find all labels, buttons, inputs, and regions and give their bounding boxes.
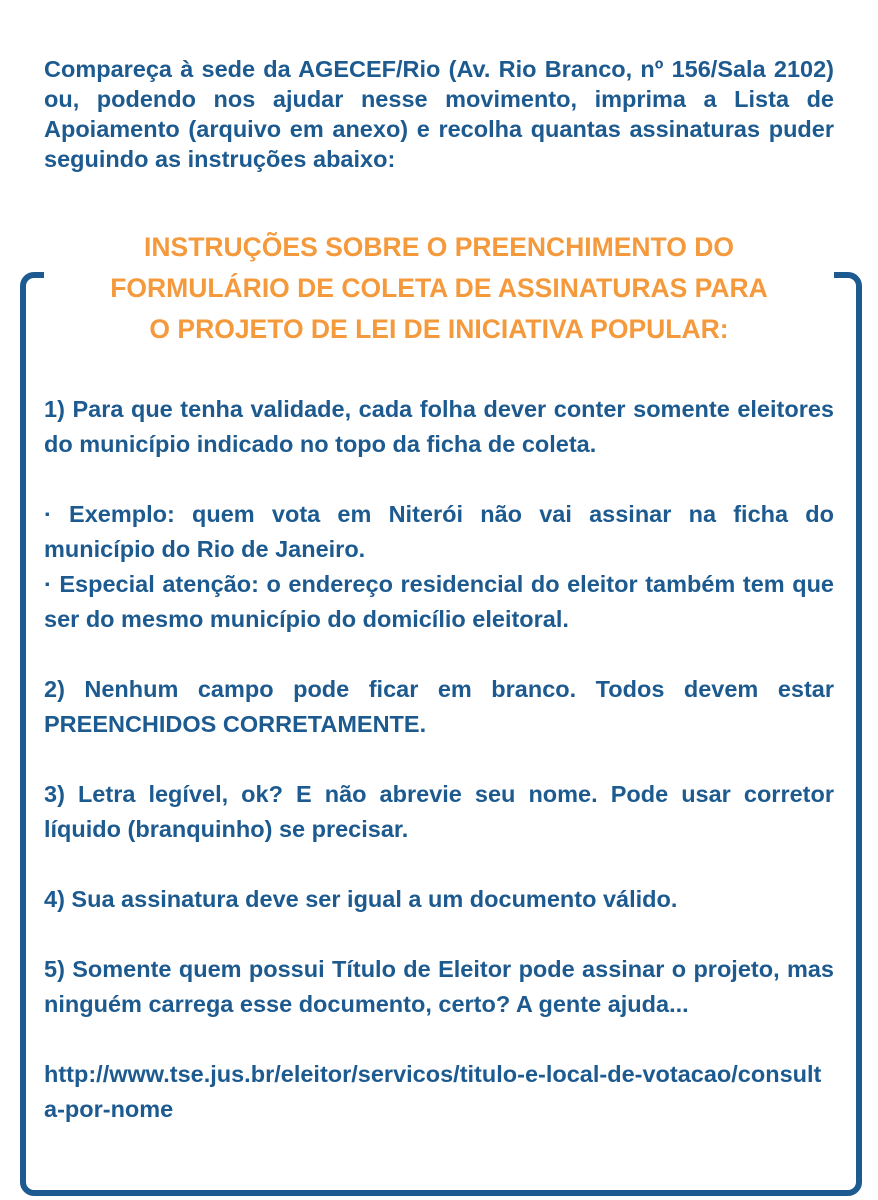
tse-consult-link[interactable]: http://www.tse.jus.br/eleitor/servicos/titulo-e-local-de-votacao/consulta-por-nome — [44, 1061, 822, 1122]
instruction-item-5: 5) Somente quem possui Título de Eleitor pode assinar o projeto, mas ninguém carrega esse documento, certo? A gente ajuda... — [44, 956, 834, 1017]
instructions-heading — [44, 227, 834, 350]
instruction-item-2: 2) Nenhum campo pode ficar em branco. Todos devem estar PREENCHIDOS CORRETAMENTE. — [44, 676, 834, 737]
instruction-note-example: · Exemplo: quem vota em Niterói não vai assinar na ficha do município do Rio de Janeiro. — [44, 501, 834, 562]
instruction-item-1: 1) Para que tenha validade, cada folha dever conter somente eleitores do município indicado no topo da ficha de coleta. — [44, 396, 834, 457]
heading-line-2: FORMULÁRIO DE COLETA DE ASSINATURAS PARA — [110, 273, 768, 303]
intro-paragraph: Compareça à sede da AGECEF/Rio (Av. Rio Branco, nº 156/Sala 2102) ou, podendo nos ajudar nesse movimento, imprima a Lista de Apoiamento (arquivo em anexo) e recolha quantas assinaturas puder seguindo as instruções abaixo: — [44, 55, 834, 172]
heading-line-3: O PROJETO DE LEI DE INICIATIVA POPULAR: — [149, 314, 729, 344]
heading-line-1: INSTRUÇÕES SOBRE O PREENCHIMENTO DO — [144, 232, 734, 262]
instruction-item-4: 4) Sua assinatura deve ser igual a um documento válido. — [44, 886, 678, 912]
instruction-note-attention: · Especial atenção: o endereço residencial do eleitor também tem que ser do mesmo município do domicílio eleitoral. — [44, 571, 834, 632]
instruction-item-3: 3) Letra legível, ok? E não abrevie seu nome. Pode usar corretor líquido (branquinho) se precisar. — [44, 781, 834, 842]
instructions-list — [44, 392, 834, 1127]
